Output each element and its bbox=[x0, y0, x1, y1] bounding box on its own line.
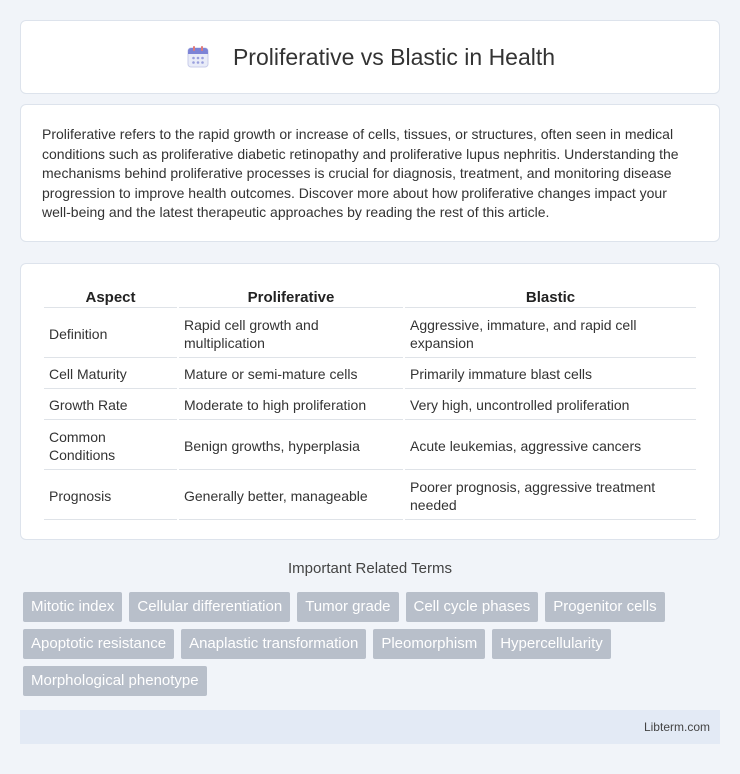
table-cell: Acute leukemias, aggressive cancers bbox=[405, 422, 696, 470]
table-cell: Very high, uncontrolled proliferation bbox=[405, 391, 696, 420]
related-term-tag[interactable]: Anaplastic transformation bbox=[181, 629, 366, 659]
footer-brand-link[interactable]: Libterm.com bbox=[643, 720, 710, 734]
table-cell: Primarily immature blast cells bbox=[405, 360, 696, 389]
related-term-tag[interactable]: Cell cycle phases bbox=[406, 592, 539, 622]
related-term-tag[interactable]: Mitotic index bbox=[23, 592, 122, 622]
table-cell: Generally better, manageable bbox=[179, 472, 403, 520]
related-term-tag[interactable]: Hypercellularity bbox=[492, 629, 611, 659]
comparison-table bbox=[42, 284, 698, 522]
table-row bbox=[44, 360, 696, 389]
intro-card bbox=[20, 104, 720, 242]
table-cell: Growth Rate bbox=[44, 391, 177, 420]
intro-text: Proliferative refers to the rapid growth or increase of cells, tissues, or structures, often seen in medical conditions such as proliferative diabetic retinopathy and proliferative lupus nephritis. Understanding the mechanisms behind proliferative processes is crucial for diagnosis, treatment, and monitoring disease progression to improve health outcomes. Discover more about how proliferative changes impact your well-being and the latest therapeutic approaches by reading the rest of this article. bbox=[42, 126, 679, 221]
table-header-row bbox=[44, 286, 696, 308]
table-cell: Common Conditions bbox=[44, 422, 177, 470]
header-aspect: Aspect bbox=[44, 286, 177, 308]
table-cell: Aggressive, immature, and rapid cell expansion bbox=[405, 310, 696, 358]
related-term-tag[interactable]: Pleomorphism bbox=[373, 629, 485, 659]
table-row bbox=[44, 310, 696, 358]
table-cell: Moderate to high proliferation bbox=[179, 391, 403, 420]
table-row bbox=[44, 472, 696, 520]
related-term-tag[interactable]: Progenitor cells bbox=[545, 592, 664, 622]
related-terms-list bbox=[23, 592, 723, 696]
header-blastic: Blastic bbox=[405, 286, 696, 308]
table-cell: Benign growths, hyperplasia bbox=[179, 422, 403, 470]
related-term-tag[interactable]: Morphological phenotype bbox=[23, 666, 207, 696]
table-cell: Definition bbox=[44, 310, 177, 358]
table-cell: Rapid cell growth and multiplication bbox=[179, 310, 403, 358]
table-cell: Cell Maturity bbox=[44, 360, 177, 389]
calendar-icon bbox=[185, 44, 211, 70]
table-cell: Poorer prognosis, aggressive treatment needed bbox=[405, 472, 696, 520]
header-card bbox=[20, 20, 720, 94]
related-term-tag[interactable]: Cellular differentiation bbox=[129, 592, 290, 622]
footer bbox=[20, 710, 720, 744]
related-term-tag[interactable]: Tumor grade bbox=[297, 592, 398, 622]
header-proliferative: Proliferative bbox=[179, 286, 403, 308]
table-row bbox=[44, 422, 696, 470]
page-title: Proliferative vs Blastic in Health bbox=[232, 43, 556, 70]
table-cell: Prognosis bbox=[44, 472, 177, 520]
related-term-tag[interactable]: Apoptotic resistance bbox=[23, 629, 174, 659]
table-cell: Mature or semi-mature cells bbox=[179, 360, 403, 389]
related-terms-title: Important Related Terms bbox=[288, 560, 452, 577]
table-row bbox=[44, 391, 696, 420]
comparison-table-card bbox=[20, 263, 720, 540]
